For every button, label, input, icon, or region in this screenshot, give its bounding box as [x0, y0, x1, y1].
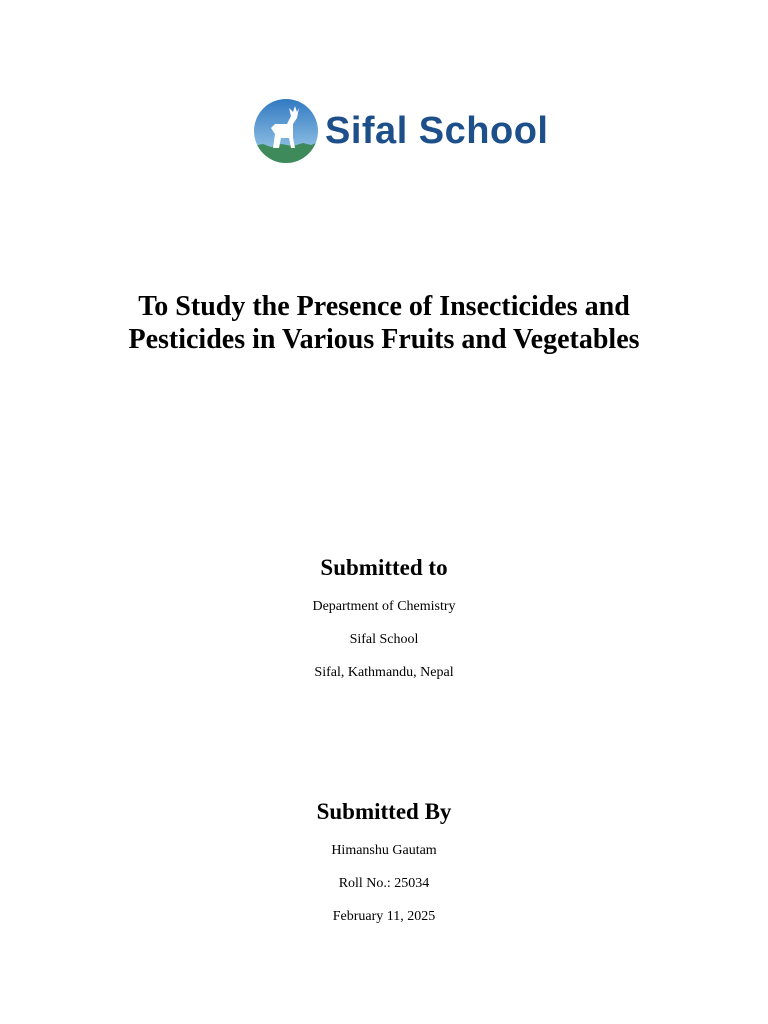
report-title: [0, 290, 768, 356]
school-name-logo-text: Sifal School: [325, 109, 549, 152]
address-text: Sifal, Kathmandu, Nepal: [314, 665, 454, 680]
author-name: Himanshu Gautam: [331, 843, 437, 858]
roll-number: Roll No.: 25034: [338, 876, 430, 891]
deer-emblem-icon: [253, 98, 319, 164]
submitted-by-heading: Submitted By: [316, 799, 452, 824]
submitted-to-section: [0, 555, 768, 681]
title-line-2: Pesticides in Various Fruits and Vegetables: [128, 324, 640, 355]
title-line-1: To Study the Presence of Insecticides and: [138, 291, 630, 322]
submitted-to-heading: Submitted to: [320, 555, 448, 580]
school-logo: [253, 98, 548, 164]
department-text: Department of Chemistry: [312, 599, 456, 614]
submitted-by-section: [0, 799, 768, 925]
school-text: Sifal School: [349, 632, 419, 647]
submission-date: February 11, 2025: [332, 909, 436, 924]
